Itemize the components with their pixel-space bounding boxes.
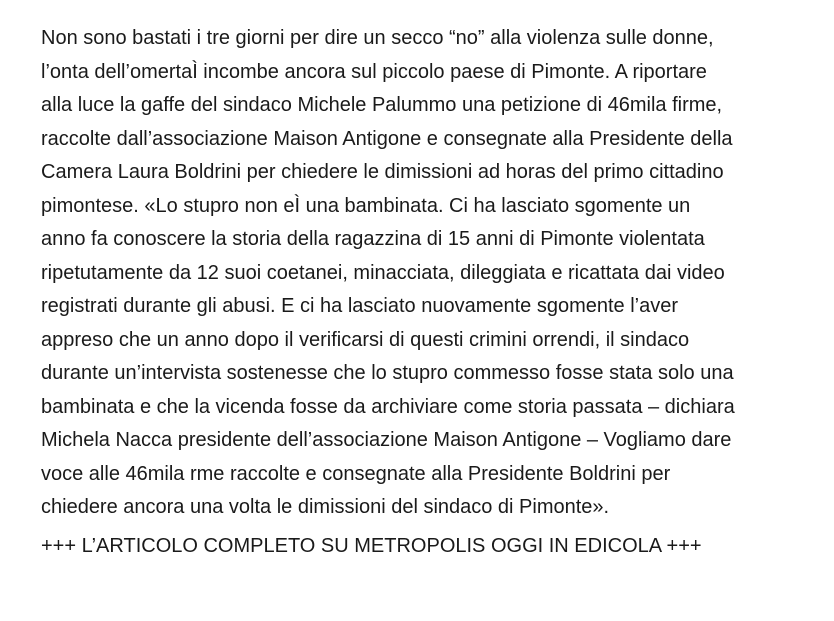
- article: [41, 22, 831, 561]
- article-line: voce alle 46mila rme raccolte e consegnate alla Presidente Boldrini per: [41, 462, 671, 485]
- article-line: ripetutamente da 12 suoi coetanei, minacciata, dileggiata e ricattata dai video: [41, 261, 725, 284]
- article-line: Camera Laura Boldrini per chiedere le dimissioni ad horas del primo cittadino: [41, 161, 724, 183]
- article-line: Michela Nacca presidente dell’associazione Maison Antigone – Vogliamo dare: [41, 429, 732, 451]
- article-footer-note: +++ L’ARTICOLO COMPLETO SU METROPOLIS OGGI IN EDICOLA +++: [41, 534, 702, 557]
- article-line: alla luce la gaffe del sindaco Michele Palummo una petizione di 46mila firme,: [41, 94, 723, 116]
- article-line: bambinata e che la vicenda fosse da archiviare come storia passata – dichiara: [41, 395, 735, 418]
- article-line: appreso che un anno dopo il verificarsi di questi crimini orrendi, il sindaco: [41, 328, 690, 351]
- article-line: chiedere ancora una volta le dimissioni del sindaco di Pimonte».: [41, 496, 610, 518]
- article-line: pimontese. «Lo stupro non eÌ una bambinata. Ci ha lasciato sgomente un: [41, 194, 691, 217]
- article-line: Non sono bastati i tre giorni per dire un secco “no” alla violenza sulle donne,: [41, 27, 714, 49]
- article-line: raccolte dall’associazione Maison Antigone e consegnate alla Presidente della: [41, 127, 733, 150]
- article-line: anno fa conoscere la storia della ragazzina di 15 anni di Pimonte violentata: [41, 228, 705, 250]
- article-line: l’onta dell’omertaÌ incombe ancora sul piccolo paese di Pimonte. A riportare: [41, 60, 707, 83]
- article-body: [41, 22, 831, 525]
- article-line: registrati durante gli abusi. E ci ha lasciato nuovamente sgomente l’aver: [41, 295, 679, 317]
- article-line: durante un’intervista sostenesse che lo stupro commesso fosse stata solo una: [41, 362, 734, 384]
